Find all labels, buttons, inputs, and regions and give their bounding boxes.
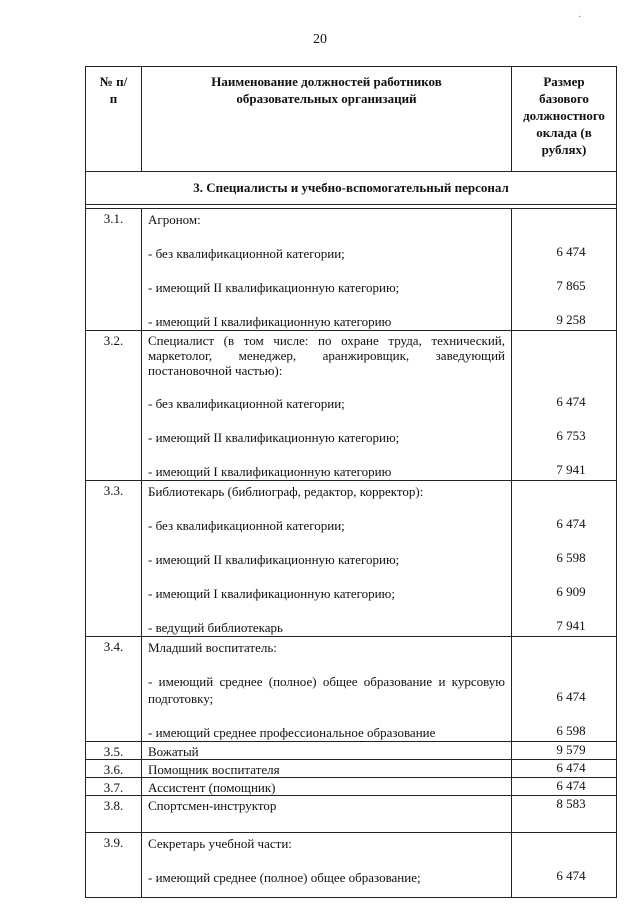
corner-mark: · [578,12,582,23]
row-item-label: - имеющий I квалификационную категорию [148,314,392,329]
row-title: Спортсмен-инструктор [142,796,512,833]
row-item-label: - имеющий среднее профессиональное образование [148,725,436,740]
row-number: 3.6. [86,760,142,778]
row-item-value: 7 865 [556,278,586,293]
row-item-label: - имеющий среднее (полное) общее образование и курсовую подготовку; [148,674,505,706]
row-title: Библиотекарь (библиограф, редактор, корректор): [148,484,424,499]
row-number: 3.3. [86,481,142,637]
section-row [86,172,617,205]
header-name: Наименование должностей работников образовательных организаций [142,67,512,172]
row-item-label: - без квалификационной категории; [148,518,345,533]
row-item-label: - имеющий II квалификационную категорию; [148,552,400,567]
row-item-value: 9 258 [556,312,586,327]
table-row [86,481,617,637]
row-title: Младший воспитатель: [148,640,277,655]
header-salary: Размер базового должностного оклада (в рублях) [512,67,617,172]
table-row [86,637,617,742]
row-number: 3.1. [86,209,142,331]
row-value-cell [512,209,617,331]
row-value: 6 474 [512,778,617,796]
row-item-label: - имеющий I квалификационную категорию; [148,586,395,601]
table-row [86,331,617,481]
row-item-label: - без квалификационной категории; [148,396,345,411]
table-row [86,742,617,760]
row-value-cell [512,481,617,637]
row-title-cell [142,637,512,742]
row-item-label: - ведущий библиотекарь [148,620,283,635]
row-item-value: 6 753 [556,428,586,443]
section-title: 3. Специалисты и учебно-вспомогательный персонал [86,172,617,205]
row-item-value: 6 474 [556,244,586,259]
page-number: 20 [313,32,327,47]
row-item-value: 6 474 [556,516,586,531]
row-item-label: - имеющий I квалификационную категорию [148,464,392,479]
row-item-label: - имеющий среднее (полное) общее образование; [148,870,421,885]
row-item-value: 6 474 [556,689,586,704]
row-title-cell [142,209,512,331]
table-row [86,796,617,833]
table-row [86,778,617,796]
row-value: 9 579 [512,742,617,760]
row-number: 3.9. [86,833,142,898]
row-item-value: 6 909 [556,584,586,599]
table-header-row [86,67,617,172]
row-title-cell [142,331,512,481]
table-row [86,209,617,331]
row-item-label: - без квалификационной категории; [148,246,345,261]
salary-table [85,66,617,898]
row-item-value: 7 941 [556,618,586,633]
row-item-value: 6 474 [556,394,586,409]
row-value: 8 583 [512,796,617,833]
row-item-value: 6 474 [556,868,586,883]
header-num: № п/п [86,67,142,172]
row-value-cell [512,637,617,742]
row-title: Специалист (в том числе: по охране труда, технический, маркетолог, менеджер, аранжировщик, заведующий постановочной частью): [148,333,505,378]
row-value: 6 474 [512,760,617,778]
row-item-value: 7 941 [556,462,586,477]
row-title-cell [142,833,512,898]
row-number: 3.7. [86,778,142,796]
row-title: Вожатый [142,742,512,760]
row-title-cell [142,481,512,637]
row-number: 3.5. [86,742,142,760]
table-row [86,760,617,778]
row-item-value: 6 598 [556,723,586,738]
row-title: Агроном: [148,212,201,227]
row-item-value: 6 598 [556,550,586,565]
row-title: Помощник воспитателя [142,760,512,778]
row-number: 3.2. [86,331,142,481]
row-number: 3.8. [86,796,142,833]
row-value-cell [512,331,617,481]
row-title: Секретарь учебной части: [148,836,292,851]
table-row [86,833,617,898]
row-title: Ассистент (помощник) [142,778,512,796]
row-item-label: - имеющий II квалификационную категорию; [148,280,400,295]
row-value-cell [512,833,617,898]
row-item-label: - имеющий II квалификационную категорию; [148,430,400,445]
row-number: 3.4. [86,637,142,742]
